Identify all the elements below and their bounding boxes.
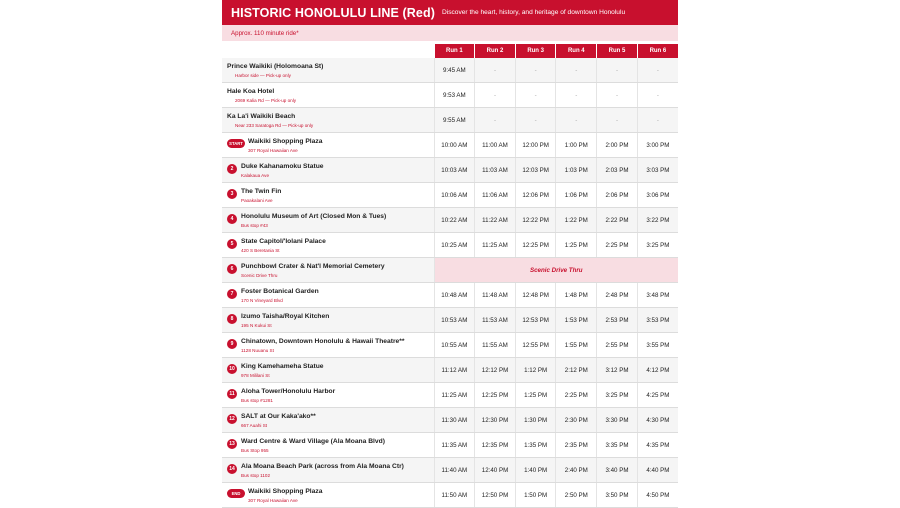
time-cell: 2:25 PM [556, 383, 597, 408]
stop-number-badge: 4 [227, 214, 237, 224]
time-cell: 3:12 PM [597, 358, 638, 383]
time-cell: 12:40 PM [475, 458, 516, 483]
time-cell: 4:50 PM [637, 483, 678, 508]
stop-name: Hale Koa Hotel [227, 87, 275, 95]
time-cell: 1:30 PM [515, 408, 556, 433]
time-cell: 12:53 PM [515, 308, 556, 333]
time-cell: 12:25 PM [475, 383, 516, 408]
table-row [222, 308, 678, 333]
time-cell: - [597, 58, 638, 83]
time-cell: 12:48 PM [515, 283, 556, 308]
time-cell: 2:48 PM [597, 283, 638, 308]
time-cell: 9:45 AM [434, 58, 475, 83]
time-cell: 1:53 PM [556, 308, 597, 333]
stop-number-badge: 13 [227, 439, 237, 449]
time-cell: 3:30 PM [597, 408, 638, 433]
run-header: Run 3 [515, 44, 556, 58]
time-cell: 1:06 PM [556, 183, 597, 208]
time-cell: 3:25 PM [597, 383, 638, 408]
stop-column-header [222, 44, 434, 58]
time-cell: 11:22 AM [475, 208, 516, 233]
stop-number-badge: 5 [227, 239, 237, 249]
stop-address: Paoakalani Ave [241, 197, 273, 203]
time-cell: 11:53 AM [475, 308, 516, 333]
stop-name: State Capitol/'Iolani Palace [241, 237, 326, 245]
time-cell: 11:30 AM [434, 408, 475, 433]
time-cell: - [515, 108, 556, 133]
time-cell: 11:12 AM [434, 358, 475, 383]
table-row [222, 358, 678, 383]
table-row [222, 58, 678, 83]
time-cell: 11:03 AM [475, 158, 516, 183]
time-cell: 11:35 AM [434, 433, 475, 458]
time-cell: 3:40 PM [597, 458, 638, 483]
table-row [222, 108, 678, 133]
stop-name: Honolulu Museum of Art (Closed Mon & Tues) [241, 212, 387, 220]
time-cell: 1:25 PM [515, 383, 556, 408]
table-row [222, 433, 678, 458]
time-cell: - [556, 83, 597, 108]
stop-name: Ala Moana Beach Park (across from Ala Moana Ctr) [241, 462, 404, 470]
time-cell: 2:12 PM [556, 358, 597, 383]
stop-cell [222, 158, 434, 183]
time-cell: 12:35 PM [475, 433, 516, 458]
time-cell: 1:48 PM [556, 283, 597, 308]
stop-number-badge: 14 [227, 464, 237, 474]
time-cell: 3:35 PM [597, 433, 638, 458]
time-cell: 3:22 PM [637, 208, 678, 233]
table-row [222, 383, 678, 408]
stop-cell [222, 333, 434, 358]
time-cell: 4:35 PM [637, 433, 678, 458]
time-cell: - [475, 108, 516, 133]
stop-address: Bus Stop 955 [241, 447, 269, 453]
stop-address: 2069 Kalia Rd — Pick-up only [235, 97, 297, 103]
stop-number-badge: 8 [227, 314, 237, 324]
time-cell: 12:55 PM [515, 333, 556, 358]
stop-address: 1128 Nuuanu St [241, 347, 274, 353]
stop-cell [222, 183, 434, 208]
stop-number-badge: 12 [227, 414, 237, 424]
stop-name: Punchbowl Crater & Nat'l Memorial Cemetery [241, 262, 385, 270]
time-cell: 3:25 PM [637, 233, 678, 258]
time-cell: 2:22 PM [597, 208, 638, 233]
time-cell: 3:03 PM [637, 158, 678, 183]
table-row [222, 458, 678, 483]
stop-number-badge: END [227, 489, 245, 498]
time-cell: 1:22 PM [556, 208, 597, 233]
time-cell: 1:03 PM [556, 158, 597, 183]
stop-name: Waikiki Shopping Plaza [248, 137, 323, 145]
stop-cell [222, 258, 434, 283]
time-cell: - [475, 58, 516, 83]
time-cell: 1:00 PM [556, 133, 597, 158]
stop-cell [222, 383, 434, 408]
time-cell: 11:48 AM [475, 283, 516, 308]
stop-name: King Kamehameha Statue [241, 362, 324, 370]
stop-name: Waikiki Shopping Plaza [248, 487, 323, 495]
table-row [222, 158, 678, 183]
time-cell: 1:25 PM [556, 233, 597, 258]
stop-address: 420 S Beretania St [241, 247, 280, 253]
time-cell: 12:06 PM [515, 183, 556, 208]
schedule-table [222, 44, 678, 508]
stop-name: Aloha Tower/Honolulu Harbor [241, 387, 336, 395]
time-cell: - [637, 58, 678, 83]
time-cell: - [515, 58, 556, 83]
table-row [222, 183, 678, 208]
time-cell: 3:00 PM [637, 133, 678, 158]
table-header-row [222, 44, 678, 58]
time-cell: 10:06 AM [434, 183, 475, 208]
time-cell: 10:25 AM [434, 233, 475, 258]
time-cell: 12:50 PM [475, 483, 516, 508]
stop-cell [222, 108, 434, 133]
page-title: HISTORIC HONOLULU LINE (Red) [231, 5, 435, 20]
table-row [222, 283, 678, 308]
stop-cell [222, 483, 434, 508]
time-cell: 11:00 AM [475, 133, 516, 158]
stop-address: 978 Mililani St [241, 372, 270, 378]
table-row [222, 333, 678, 358]
time-cell: 2:40 PM [556, 458, 597, 483]
time-cell: - [597, 83, 638, 108]
time-cell: 2:03 PM [597, 158, 638, 183]
table-row [222, 208, 678, 233]
stop-cell [222, 408, 434, 433]
time-cell: 12:12 PM [475, 358, 516, 383]
time-cell: 3:55 PM [637, 333, 678, 358]
stop-address: 195 N Kukui St [241, 322, 272, 328]
time-cell: 3:53 PM [637, 308, 678, 333]
time-cell: 1:50 PM [515, 483, 556, 508]
stop-cell [222, 433, 434, 458]
time-cell: - [475, 83, 516, 108]
stop-address: Bus stop 1102 [241, 472, 271, 478]
stop-address: Bus stop #43 [241, 222, 268, 228]
time-cell: 4:12 PM [637, 358, 678, 383]
time-cell: 4:40 PM [637, 458, 678, 483]
stop-address: Near 233 Saratoga Rd — Pick-up only [235, 122, 314, 128]
time-cell: 2:30 PM [556, 408, 597, 433]
stop-cell [222, 233, 434, 258]
time-cell: 11:25 AM [434, 383, 475, 408]
schedule-sheet [222, 0, 678, 503]
time-cell: 10:48 AM [434, 283, 475, 308]
time-cell: 9:55 AM [434, 108, 475, 133]
time-cell: 1:12 PM [515, 358, 556, 383]
stop-name: Izumo Taisha/Royal Kitchen [241, 312, 330, 320]
stop-cell [222, 283, 434, 308]
ride-time: Approx. 110 minute ride* [231, 29, 299, 37]
time-cell: 2:53 PM [597, 308, 638, 333]
stop-number-badge: 10 [227, 364, 237, 374]
stop-address: 170 N Vineyard Blvd [241, 297, 283, 303]
time-cell: 2:06 PM [597, 183, 638, 208]
stop-cell [222, 133, 434, 158]
page-subtitle: Discover the heart, history, and heritage of downtown Honolulu [441, 9, 626, 16]
time-cell: 2:00 PM [597, 133, 638, 158]
stop-number-badge: 2 [227, 164, 237, 174]
time-cell: - [597, 108, 638, 133]
time-cell: 3:48 PM [637, 283, 678, 308]
stop-name: Ward Centre & Ward Village (Ala Moana Blvd) [241, 437, 385, 445]
stop-address: 307 Royal Hawaiian Ave [248, 497, 298, 503]
time-cell: 10:00 AM [434, 133, 475, 158]
time-cell: - [637, 83, 678, 108]
time-cell: 4:30 PM [637, 408, 678, 433]
time-cell: 10:22 AM [434, 208, 475, 233]
stop-name: Ka La'i Waikiki Beach [227, 112, 296, 120]
time-cell: 3:06 PM [637, 183, 678, 208]
time-cell: 4:25 PM [637, 383, 678, 408]
stop-number-badge: 7 [227, 289, 237, 299]
table-row [222, 258, 678, 283]
time-cell: 11:25 AM [475, 233, 516, 258]
time-cell: 1:35 PM [515, 433, 556, 458]
time-cell: 9:53 AM [434, 83, 475, 108]
time-cell: 11:06 AM [475, 183, 516, 208]
stop-name: Foster Botanical Garden [241, 287, 319, 295]
time-cell: 12:03 PM [515, 158, 556, 183]
stop-address: Scenic Drive Thru [241, 272, 278, 278]
time-cell: 1:55 PM [556, 333, 597, 358]
stop-number-badge: 3 [227, 189, 237, 199]
time-cell: 2:35 PM [556, 433, 597, 458]
time-cell: 12:00 PM [515, 133, 556, 158]
run-header: Run 4 [556, 44, 597, 58]
stop-cell [222, 358, 434, 383]
scenic-drive-cell: Scenic Drive Thru [434, 258, 678, 283]
time-cell: 10:53 AM [434, 308, 475, 333]
time-cell: 12:30 PM [475, 408, 516, 433]
table-row [222, 483, 678, 508]
time-cell: 11:50 AM [434, 483, 475, 508]
stop-address: Harbor side — Pick-up only [235, 72, 291, 78]
stop-address: Kalakaua Ave [241, 172, 270, 178]
stop-name: The Twin Fin [241, 187, 282, 195]
stop-cell [222, 208, 434, 233]
ride-time-bar [222, 25, 678, 41]
time-cell: 2:25 PM [597, 233, 638, 258]
time-cell: - [637, 108, 678, 133]
time-cell: 11:55 AM [475, 333, 516, 358]
time-cell: 10:55 AM [434, 333, 475, 358]
table-body [222, 58, 678, 508]
time-cell: 11:40 AM [434, 458, 475, 483]
stop-name: Prince Waikiki (Holomoana St) [227, 62, 324, 70]
stop-cell [222, 83, 434, 108]
table-row [222, 233, 678, 258]
time-cell: 2:55 PM [597, 333, 638, 358]
stop-number-badge: 9 [227, 339, 237, 349]
run-header: Run 5 [597, 44, 638, 58]
stop-name: SALT at Our Kaka'ako** [241, 412, 316, 420]
time-cell: 12:22 PM [515, 208, 556, 233]
stop-cell [222, 308, 434, 333]
stop-address: 307 Royal Hawaiian Ave [248, 147, 298, 153]
table-row [222, 133, 678, 158]
stop-number-badge: 6 [227, 264, 237, 274]
time-cell: 12:25 PM [515, 233, 556, 258]
stop-name: Duke Kahanamoku Statue [241, 162, 324, 170]
time-cell: 3:50 PM [597, 483, 638, 508]
stop-number-badge: START [227, 139, 245, 148]
run-header: Run 1 [434, 44, 475, 58]
run-header: Run 6 [637, 44, 678, 58]
stop-address: 667 Auahi St [241, 422, 268, 428]
time-cell: 10:03 AM [434, 158, 475, 183]
time-cell: - [556, 58, 597, 83]
stop-name: Chinatown, Downtown Honolulu & Hawaii Theatre** [241, 337, 405, 345]
table-row [222, 408, 678, 433]
time-cell: - [556, 108, 597, 133]
header-bar [222, 0, 678, 25]
time-cell: 2:50 PM [556, 483, 597, 508]
run-header: Run 2 [475, 44, 516, 58]
stop-address: Bus stop #1281 [241, 397, 273, 403]
time-cell: - [515, 83, 556, 108]
stop-cell [222, 458, 434, 483]
time-cell: 1:40 PM [515, 458, 556, 483]
table-row [222, 83, 678, 108]
stop-number-badge: 11 [227, 389, 237, 399]
stop-cell [222, 58, 434, 83]
